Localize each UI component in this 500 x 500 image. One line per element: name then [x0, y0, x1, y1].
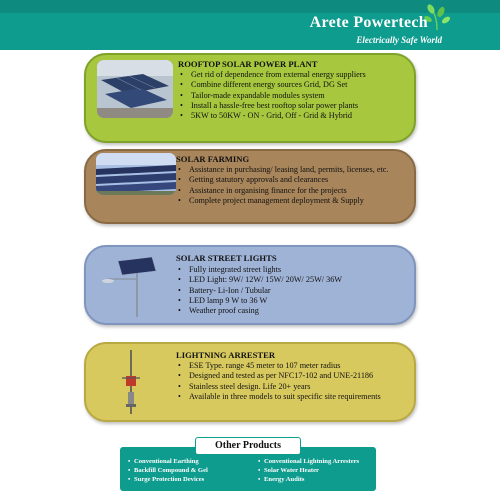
list-item: • Get rid of dependence from external energy suppliers [178, 70, 366, 80]
brand-tagline: Electrically Safe World [356, 35, 442, 45]
list-item: • LED lamp 9 W to 36 W [176, 296, 342, 306]
header-bar [0, 0, 500, 50]
section-list-arrester [176, 361, 398, 402]
list-item: • Conventional Lightning Arresters [258, 457, 359, 466]
list-item: • Combine different energy sources Grid, DG Set [178, 80, 366, 90]
list-item: • Solar Water Heater [258, 466, 359, 475]
list-item: • Tailor-made expandable modules system [178, 91, 366, 101]
section-title-arrester: LIGHTNING ARRESTER [176, 350, 276, 360]
list-item: • Getting statutory approvals and clearances [176, 175, 388, 185]
list-item: • Battery- Li-Ion / Tubular [176, 286, 342, 296]
brand-name: Arete Powertech [309, 14, 428, 31]
section-title-rooftop: ROOFTOP SOLAR POWER PLANT [178, 59, 318, 69]
list-item: • Complete project management deployment & Supply [176, 196, 388, 206]
list-item: • Backfill Compound & Gel [128, 466, 208, 475]
other-products-title: Other Products [195, 437, 301, 455]
section-list-rooftop [178, 70, 366, 121]
list-item: • ESE Type. range 45 meter to 107 meter radius [176, 361, 398, 371]
list-item: • LED Light: 9W/ 12W/ 15W/ 20W/ 25W/ 36W [176, 275, 342, 285]
lightning-arrester-icon [118, 348, 144, 416]
list-item: • Available in three models to suit specific site requirements [176, 392, 398, 402]
list-item: • Fully integrated street lights [176, 265, 342, 275]
list-item: • 5KW to 50KW - ON - Grid, Off - Grid & Hybrid [178, 111, 366, 121]
list-item: • Conventional Earthing [128, 457, 208, 466]
section-title-farming: SOLAR FARMING [176, 154, 250, 164]
rooftop-solar-photo [97, 60, 173, 118]
list-item: • Assistance in organising finance for the projects [176, 186, 388, 196]
section-title-street: SOLAR STREET LIGHTS [176, 253, 277, 263]
solar-farm-photo [96, 153, 176, 195]
other-products-left-list [128, 457, 208, 484]
list-item: • Designed and tested as per NFC17-102 and UNE-21186 [176, 371, 398, 381]
section-list-farming [176, 165, 388, 206]
list-item: • Energy Audits [258, 475, 359, 484]
list-item: • Install a hassle-free best rooftop solar power plants [178, 101, 366, 111]
other-products-right-list [258, 457, 359, 484]
section-list-street [176, 265, 342, 316]
list-item: • Weather proof casing [176, 306, 342, 316]
list-item: • Assistance in purchasing/ leasing land, permits, licenses, etc. [176, 165, 388, 175]
solar-street-light-icon [100, 255, 160, 319]
list-item: • Surge Protection Devices [128, 475, 208, 484]
list-item: • Stainless steel design. Life 20+ years [176, 382, 398, 392]
